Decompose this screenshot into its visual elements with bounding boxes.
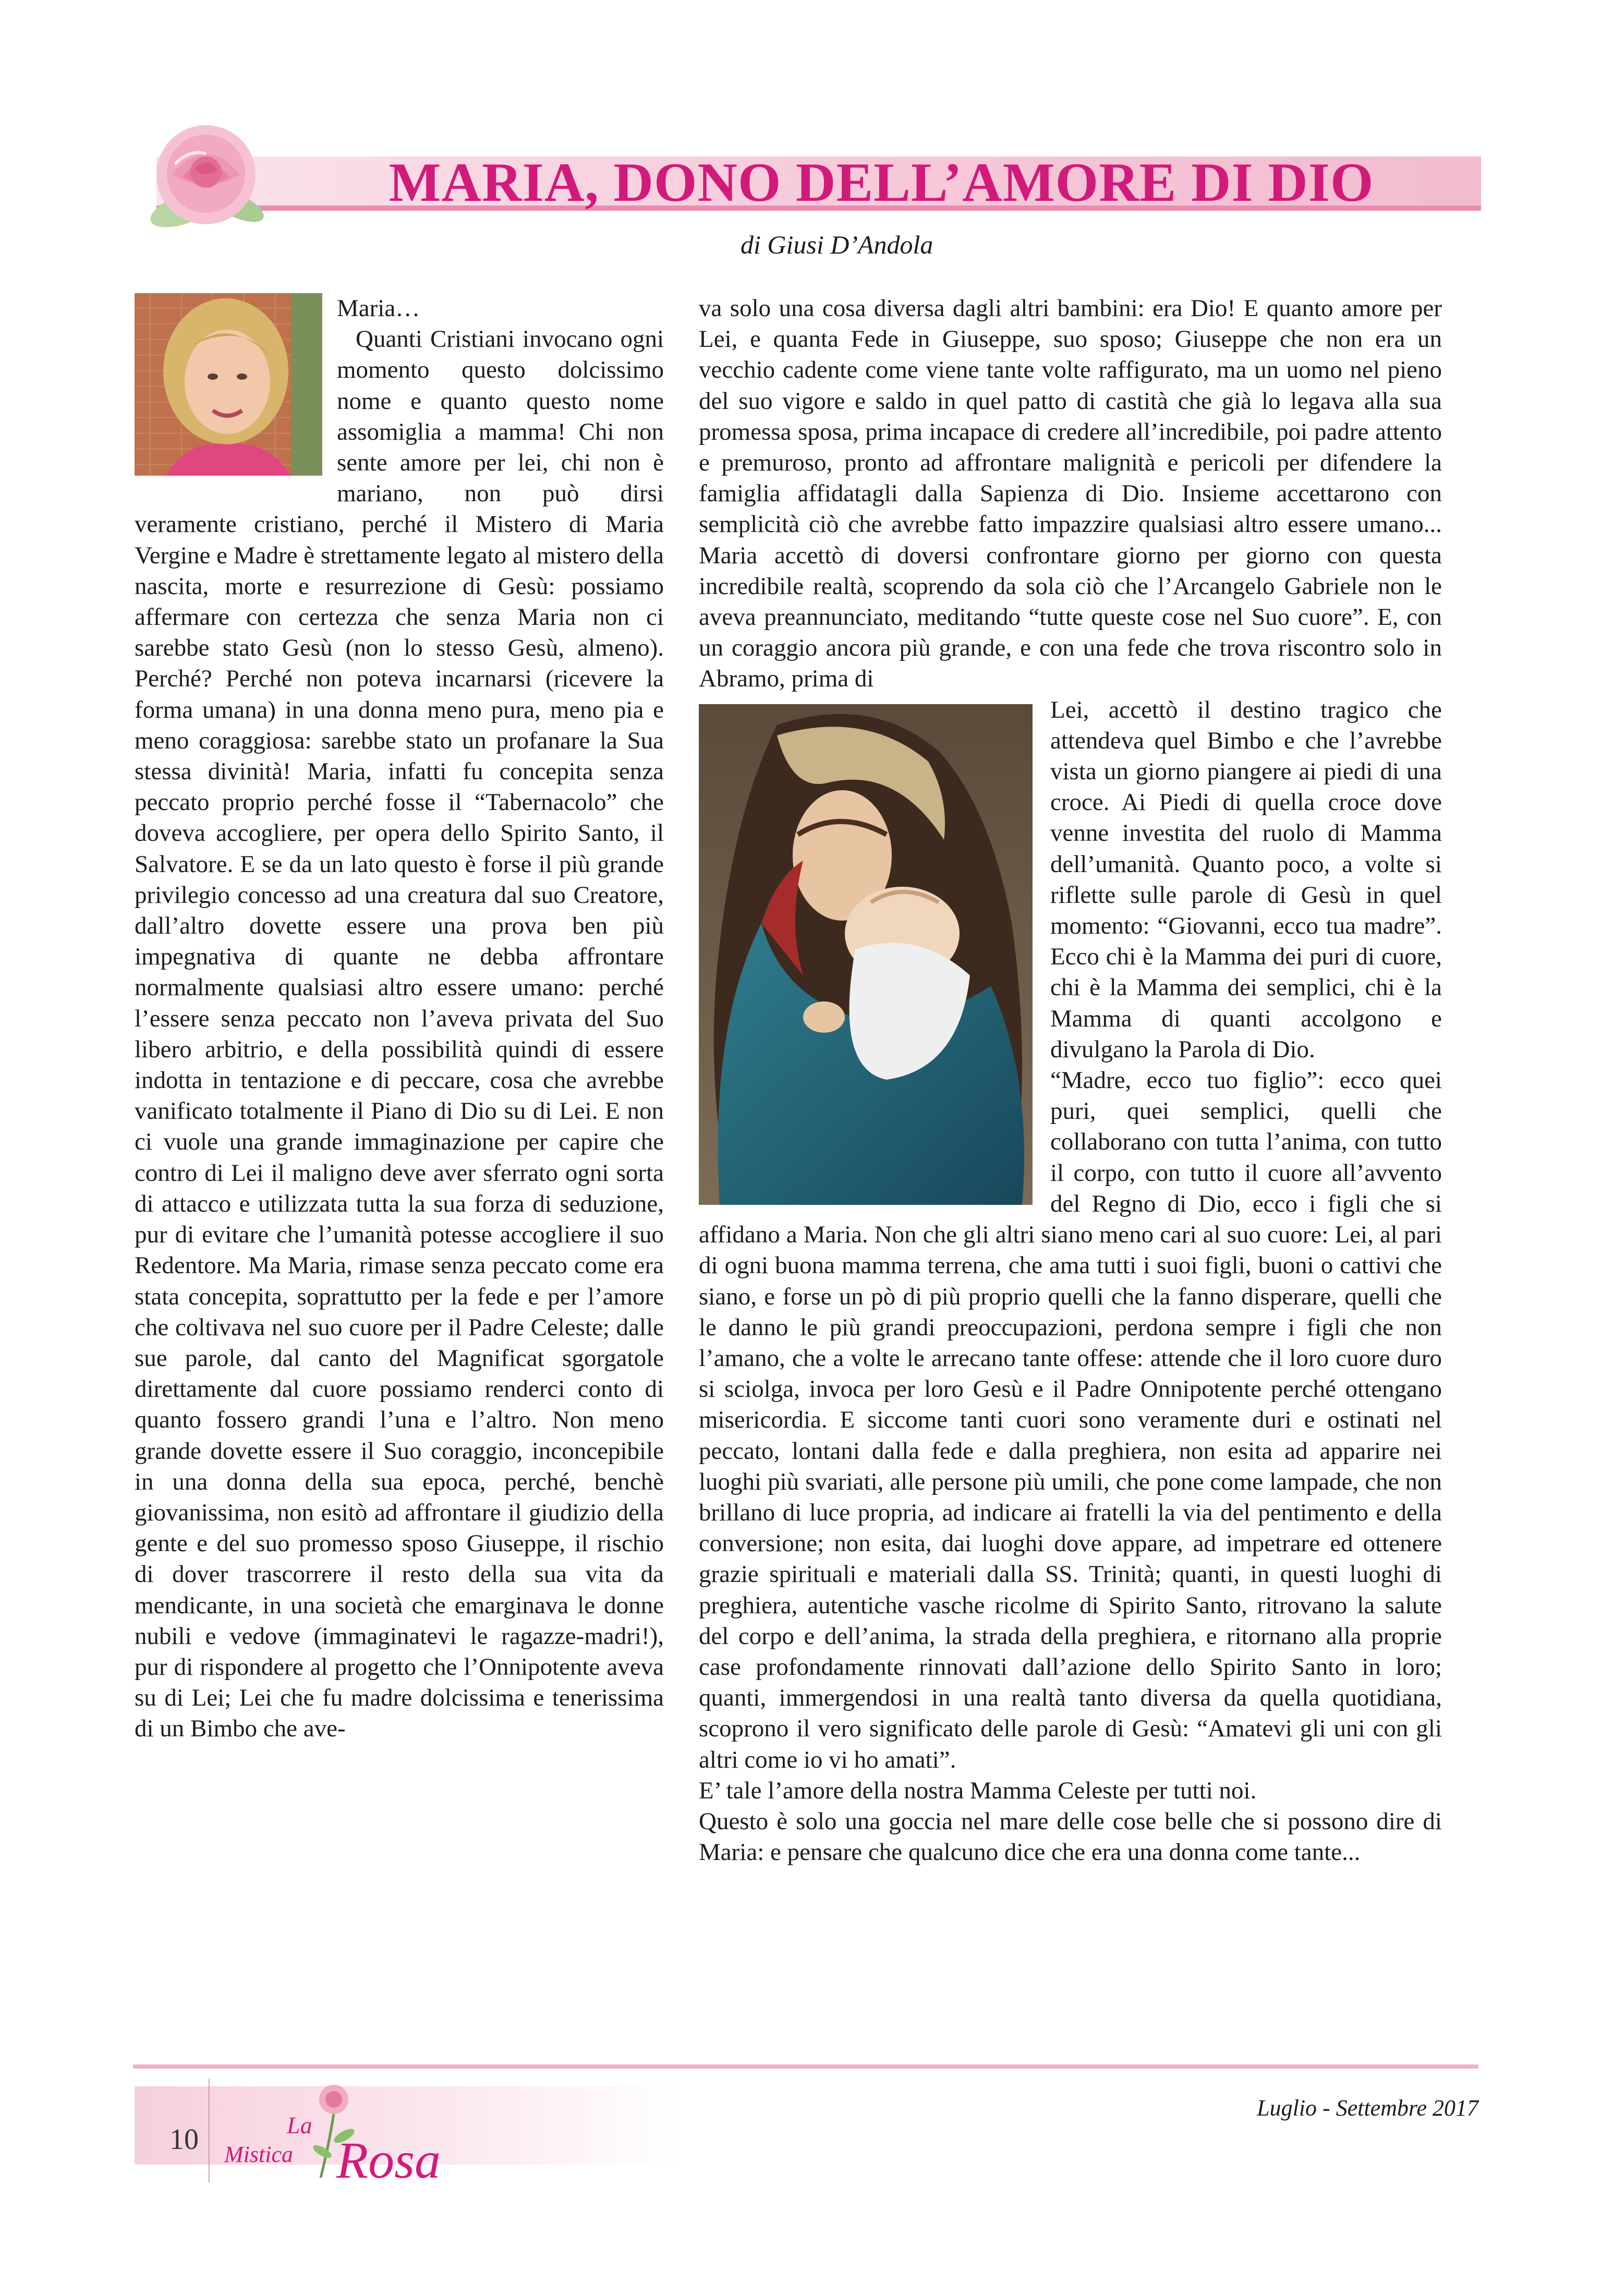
article-title: MARIA, DONO DELL’AMORE DI DIO [389, 152, 1374, 213]
author-portrait-image [135, 293, 322, 476]
article-column-left [135, 293, 664, 2087]
madonna-painting-image [699, 704, 1033, 1205]
article-column-right [699, 293, 1442, 2087]
article-paragraph: va solo una cosa diversa dagli altri bambini: era Dio! E quanto amore per Lei, e quanta Fede in Giuseppe, suo sposo; Giuseppe che non era un vecchio cadente come viene tante volte raffigurato, ma un uomo nel pieno del suo vigore e saldo in quel patto di castità che già lo legava alla sua promessa sposa, prima incapace di credere all’incredibile, poi padre attento e premuroso, pronto ad affrontare malignità e pericoli per difendere la famiglia affidatagli dalla Sapienza di Dio. Insieme accettarono con semplicità ciò che avrebbe fatto impazzire qualsiasi altro essere umano... Maria accettò di doversi confrontare giorno per giorno con questa incredibile realtà, scoprendo da sola ciò che l’Arcangelo Gabriele non le aveva preannunciato, meditando “tutte queste cose nel Suo cuore”. E, con un coraggio ancora più grande, e con una fede che trova riscontro solo in Abramo, prima di [699, 295, 1442, 693]
issue-date: Luglio - Settembre 2017 [1257, 2095, 1478, 2121]
article-paragraph: E’ tale l’amore della nostra Mamma Celeste per tutti noi. [699, 1777, 1257, 1804]
logo-rosa: Rosa [336, 2131, 441, 2188]
magazine-logo [209, 2079, 501, 2188]
author-portrait [135, 293, 322, 476]
article-paragraph: Maria… [337, 295, 420, 322]
logo-mistica: Mistica [224, 2142, 293, 2167]
article-paragraph: Questo è solo una goccia nel mare delle cose belle che si possono dire di Maria: e pensare che qualcuno dice che era una donna come tante... [699, 1807, 1442, 1866]
logo-la: La [287, 2112, 312, 2138]
page-number: 10 [169, 2123, 199, 2156]
article-paragraph: “Madre, ecco tuo figlio”: ecco quei puri, quei semplici, quelli che collaborano con tutta l’anima, con tutto il corpo, con tutto il cuore all’avvento del Regno di Dio, ecco i figli che si affidano a Maria. Non che gli altri siano meno cari al suo cuore: Lei, al pari di ogni buona mamma terrena, che ama tutti i suoi figli, buoni o cattivi che siano, e forse un pò di più proprio quelli che la fanno disperare, quelli che le danno le più grandi preoccupazioni, perdona sempre i figli che non l’amano, che a volte le arrecano tante offese: attende che il loro cuore duro si sciolga, invoca per loro Gesù e il Padre Onnipotente perché ottengano misericordia. E siccome tanti cuori sono veramente duri e ostinati nel peccato, lontani dalla fede e dalla preghiera, non esita ad apparire nei luoghi più svariati, alle persone più umili, che pone come lampade, che non brillano di luce propria, ad indicare ai fratelli la via del pentimento e della conversione; non esita, dai luoghi dove appare, ad impetrare ed ottenere grazie spirituali e materiali dalla SS. Trinità; quanti, in questi luoghi di preghiera, autentiche vasche ricolme di Spirito Santo, ritrovano la salute del corpo e dell’anima, la strada della preghiera, e ritornano alla proprie case profondamente rinnovati dall’azione dello Spirito Santo in loro; quanti, immergendosi in una realtà tanto diversa da quella quotidiana, scoprono il vero significato delle parole di Gesù: “Amatevi gli uni con gli altri come io vi ho amati”. [699, 1067, 1442, 1773]
madonna-with-child-painting [699, 704, 1033, 1205]
article-paragraph: Lei, accettò il destino tragico che attendeva quel Bimbo e che l’avrebbe vista un giorno piangere ai piedi di una croce. Ai Piedi di quella croce dove venne investita del ruolo di Mamma dell’umanità. Quanto poco, a volte si riflette sulle parole di Gesù in quel momento: “Giovanni, ecco tua madre”. Ecco chi è la Mamma dei puri di cuore, chi è la Mamma dei semplici, chi è la Mamma di quanti accolgono e divulgano la Parola di Dio. [1050, 696, 1442, 1063]
author-byline: di Giusi D’Andola [741, 230, 933, 259]
rose-icon [133, 117, 269, 237]
footer-divider [133, 2064, 1478, 2069]
article-paragraph: Quanti Cristiani invocano ogni momento questo dolcissimo nome e quanto questo nome assomiglia a mamma! Chi non sente amore per lei, chi non è mariano, non può dirsi veramente cristiano, perché il Mistero di Maria Vergine e Madre è strettamente legato al mistero della nascita, morte e resurrezione di Gesù: possiamo affermare con certezza che senza Maria non ci sarebbe stato Gesù (non lo stesso Gesù, almeno). Perché? Perché non poteva incarnarsi (ricevere la forma umana) in una donna meno pura, meno pia e meno coraggiosa: sarebbe stato un profanare la Sua stessa divinità! Maria, infatti fu concepita senza peccato proprio perché fosse il “Tabernacolo” che doveva accogliere, per opera dello Spirito Santo, il Salvatore. E se da un lato questo è forse il più grande privilegio concesso ad una creatura dal suo Creatore, dall’altro dovette essere una prova ben più impegnativa di quante ne debba affrontare normalmente qualsiasi altro essere umano: perché l’essere senza peccato non l’aveva privata del Suo libero arbitrio, e della possibilità quindi di essere indotta in tentazione e di peccare, cosa che avrebbe vanificato totalmente il Piano di Dio su di Lei. E non ci vuole una grande immaginazione per capire che contro di Lei il maligno deve aver sferrato ogni sorta di attacco e utilizzata tutta la sua forza di seduzione, pur di evitare che l’umanità potesse accogliere il suo Redentore. Ma Maria, rimase senza peccato come era stata concepita, soprattutto per la fede e per l’amore che coltivava nel suo cuore per il Padre Celeste; dalle sue parole, dal canto del Magnificat sgorgatole direttamente dal cuore possiamo renderci conto di quanto fossero grandi l’una e l’altro. Non meno grande dovette essere il Suo coraggio, inconcepibile in una donna della sua epoca, perché, benchè giovanissima, non esitò ad affrontare il giudizio della gente e del suo promesso sposo Giuseppe, il rischio di dover trascorrere il resto della sua vita da mendicante, in una società che emarginava le donne nubili e vedove (immaginatevi le ragazze-madri!), pur di rispondere al progetto che l’Onnipotente aveva su di Lei; Lei che fu madre dolcissima e tenerissima di un Bimbo che ave- [135, 325, 664, 1743]
